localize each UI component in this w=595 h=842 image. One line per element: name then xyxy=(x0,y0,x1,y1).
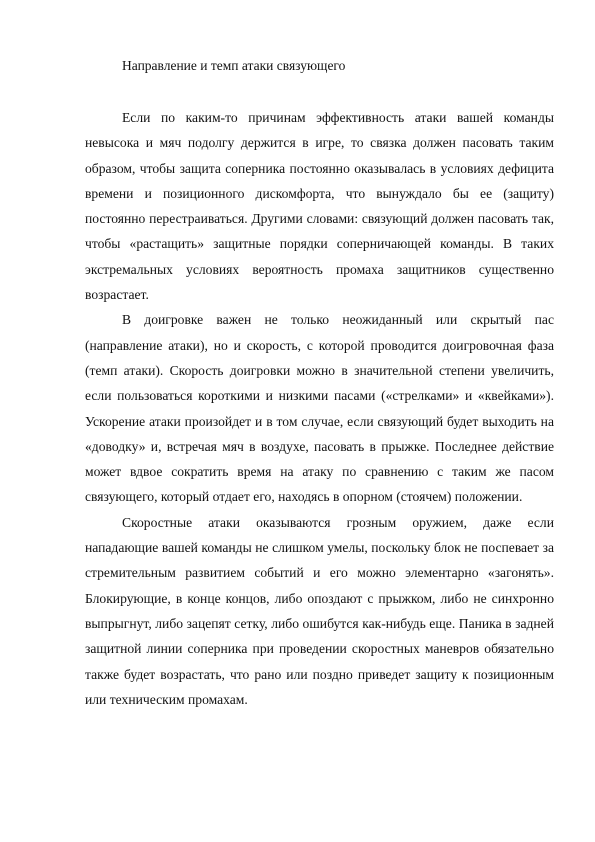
paragraph-2: В доигровке важен не только неожиданный или скрытый пас (направление атаки), но и скорость, с которой проводится доигровочная фаза (темп атаки). Скорость доигровки можно в значительной степени увеличить, если пользоваться короткими и низкими пасами («стрелками» и «квейками»). Ускорение атаки произойдет и в том случае, если связующий будет выходить на «доводку» и, встречая мяч в воздухе, пасовать в прыжке. Последнее действие может вдвое сократить время на атаку по сравнению с таким же пасом связующего, который отдает его, находясь в опорном (стоячем) положении. xyxy=(85,312,554,505)
paragraph-1: Если по каким-то причинам эффективность атаки вашей команды невысока и мяч подолгу держится в игре, то связка должен пасовать таким образом, чтобы защита соперника постоянно оказывалась в условиях дефицита времени и позиционного дискомфорта, что вынуждало бы ее (защиту) постоянно перестраиваться. Другими словами: связующий должен пасовать так, чтобы «растащить» защитные порядки соперничающей команды. В таких экстремальных условиях вероятность промаха защитников существенно возрастает. xyxy=(85,110,554,303)
paragraph-3: Скоростные атаки оказываются грозным оружием, даже если нападающие вашей команды не слишком умелы, поскольку блок не поспевает за стремительным развитием событий и его можно элементарно «загонять». Блокирующие, в конце концов, либо опоздают с прыжком, либо не синхронно выпрыгнут, либо зацепят сетку, либо ошибутся как-нибудь еще. Паника в задней защитной линии соперника при проведении скоростных маневров обязательно также будет возрастать, что рано или поздно приведет защиту к позиционным или техническим промахам. xyxy=(85,514,554,707)
document-title: Направление и темп атаки связующего xyxy=(122,58,346,73)
document-body xyxy=(85,105,554,712)
